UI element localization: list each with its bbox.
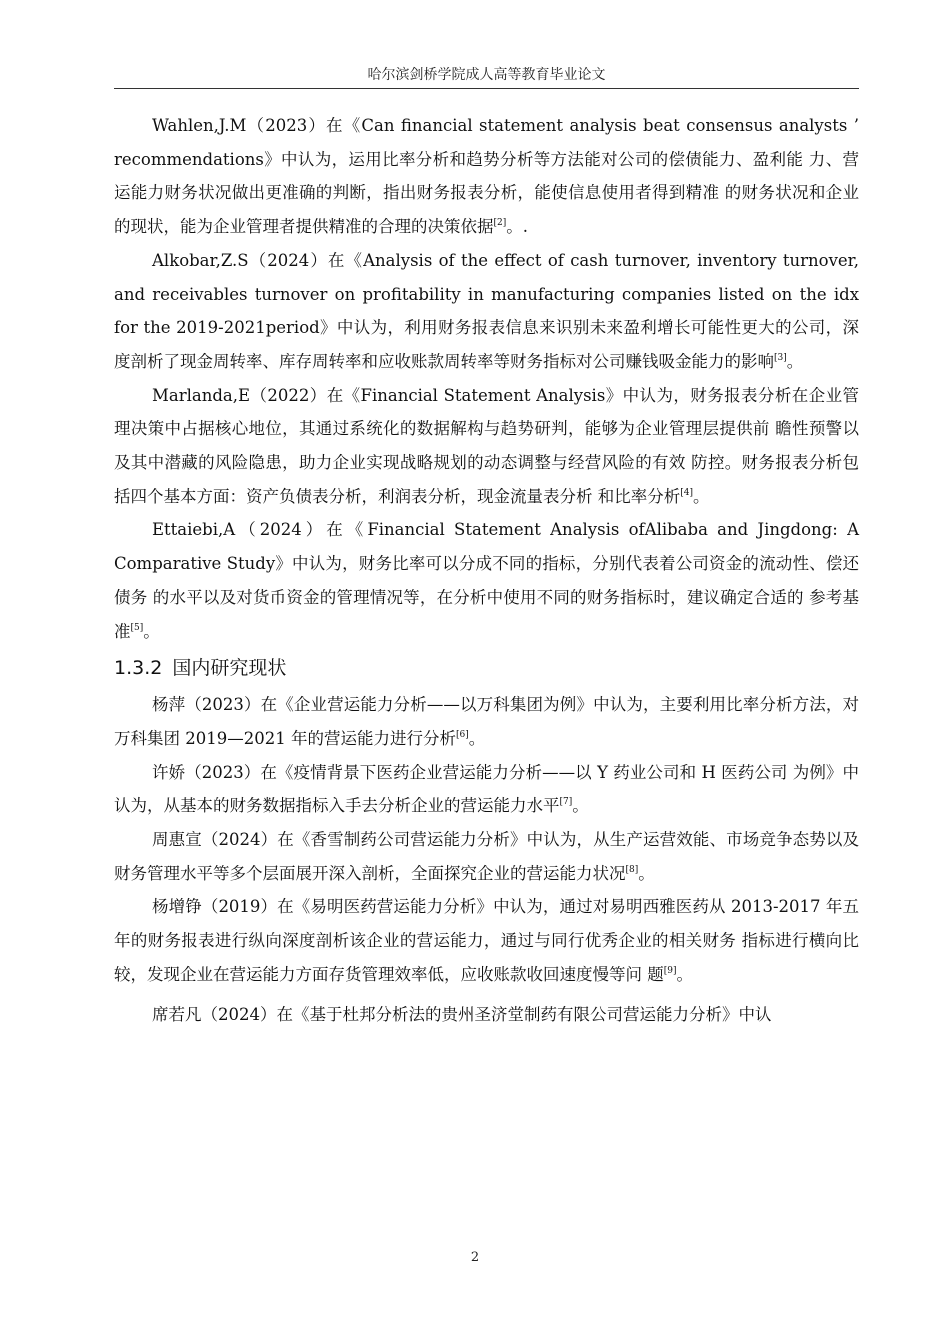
paragraph-wahlen [114,109,859,244]
paragraph-marlanda [114,379,859,514]
citation-ref: [6] [455,729,469,740]
paragraph-text: Wahlen,J.M（2023）在《Can financial statement analysis beat consensus analysts ’ recommendations》中认为，运用比率分析和趋势分析等方法能对公司的偿债能力、盈利能 力、营运能力财务状况做出更准确的判断，指出财务报表分析，能使信息使用者得到精准 的财务状况和企业的现状，能为企业管理者提供精准的合理的决策依据 [114,116,859,237]
citation-ref: [2] [493,218,507,229]
paragraph-zhouhuixuan [114,823,859,890]
section-title: 国内研究现状 [172,657,287,680]
paragraph-tail: 。 [143,621,160,641]
paragraph-tail: 。. [506,217,528,237]
paragraph-text: Alkobar,Z.S（2024）在《Analysis of the effect of cash turnover, inventory turnover, and receivables turnover on profitability in manufacturing companies listed on the idx for the 2019-2021period》中认为，利用财务报表信息来识别未来盈利增长可能性更大的公司，深度剖析了现金周转率、库存周转率和应收账款周转率等财务指标对公司赚钱吸金能力的影响 [114,250,859,371]
paragraph-text: Ettaiebi,A（2024）在《Financial Statement Analysis ofAlibaba and Jingdong: A Comparative Study》中认为，财务比率可以分成不同的指标，分别代表着公司资金的流动性、偿还债务 的水平以及对货币资金的管理情况等，在分析中使用不同的财务指标时，建议确定合适的 参考基准 [114,520,859,641]
citation-ref: [5] [130,622,144,633]
paragraph-text: 杨增铮（2019）在《易明医药营运能力分析》中认为，通过对易明西雅医药从 2013-2017 年五年的财务报表进行纵向深度剖析该企业的营运能力，通过与同行优秀企业的相关财务 指标进行横向比较，发现企业在营运能力方面存货管理效率低，应收账款收回速度慢等问 题 [114,897,859,984]
paragraph-tail: 。 [693,486,710,506]
section-number: 1.3.2 [114,657,163,680]
running-header: 哈尔滨剑桥学院成人高等教育毕业论文 [367,67,606,83]
intl-research-section [114,109,859,648]
section-heading [114,648,859,688]
paragraph-text: 杨萍（2023）在《企业营运能力分析——以万科集团为例》中认为，主要利用比率分析方法，对万科集团 2019—2021 年的营运能力进行分析 [114,695,859,748]
citation-ref: [9] [663,965,677,976]
paragraph-tail: 。 [468,728,486,748]
paragraph-yangzengzheng [114,890,859,991]
paragraph-text: 周惠宣（2024）在《香雪制药公司营运能力分析》中认为，从生产运营效能、市场竞争态势以及财务管理水平等多个层面展开深入剖析，全面探究企业的营运能力状况 [114,830,859,883]
paragraph-text: 席若凡（2024）在《基于杜邦分析法的贵州圣济堂制药有限公司营运能力分析》中认 [152,1004,772,1024]
paragraph-alkobar [114,244,859,379]
paragraph-xujiao [114,756,859,823]
paragraph-text: Marlanda,E（2022）在《Financial Statement Analysis》中认为，财务报表分析在企业管 理决策中占据核心地位，其通过系统化的数据解构与趋势研判，能够为企业管理层提供前 瞻性预警以及其中潜藏的风险隐患，助力企业实现战略规划的动态调整与经营风险的有效 防控。财务报表分析包括四个基本方面：资产负债表分析，利润表分析，现金流量表分析 和比率分析 [114,385,859,506]
citation-ref: [8] [625,864,639,875]
paragraph-tail: 。 [786,351,804,371]
paragraph-tail: 。 [676,964,693,984]
header-divider [114,88,859,89]
page-body [114,109,859,1031]
paragraph-xiruofan [114,998,859,1032]
citation-ref: [3] [774,352,787,363]
paragraph-yangping [114,688,859,755]
paragraph-ettaiebi [114,513,859,648]
page-number: 2 [470,1250,480,1265]
paragraph-text: 许娇（2023）在《疫情背景下医药企业营运能力分析——以 Y 药业公司和 H 医药公司 为例》中认为，从基本的财务数据指标入手去分析企业的营运能力水平 [114,762,859,816]
citation-ref: [4] [680,487,693,498]
citation-ref: [7] [559,797,573,808]
paragraph-tail: 。 [638,863,655,883]
paragraph-tail: 。 [572,796,589,816]
domestic-research-section [114,688,859,1031]
